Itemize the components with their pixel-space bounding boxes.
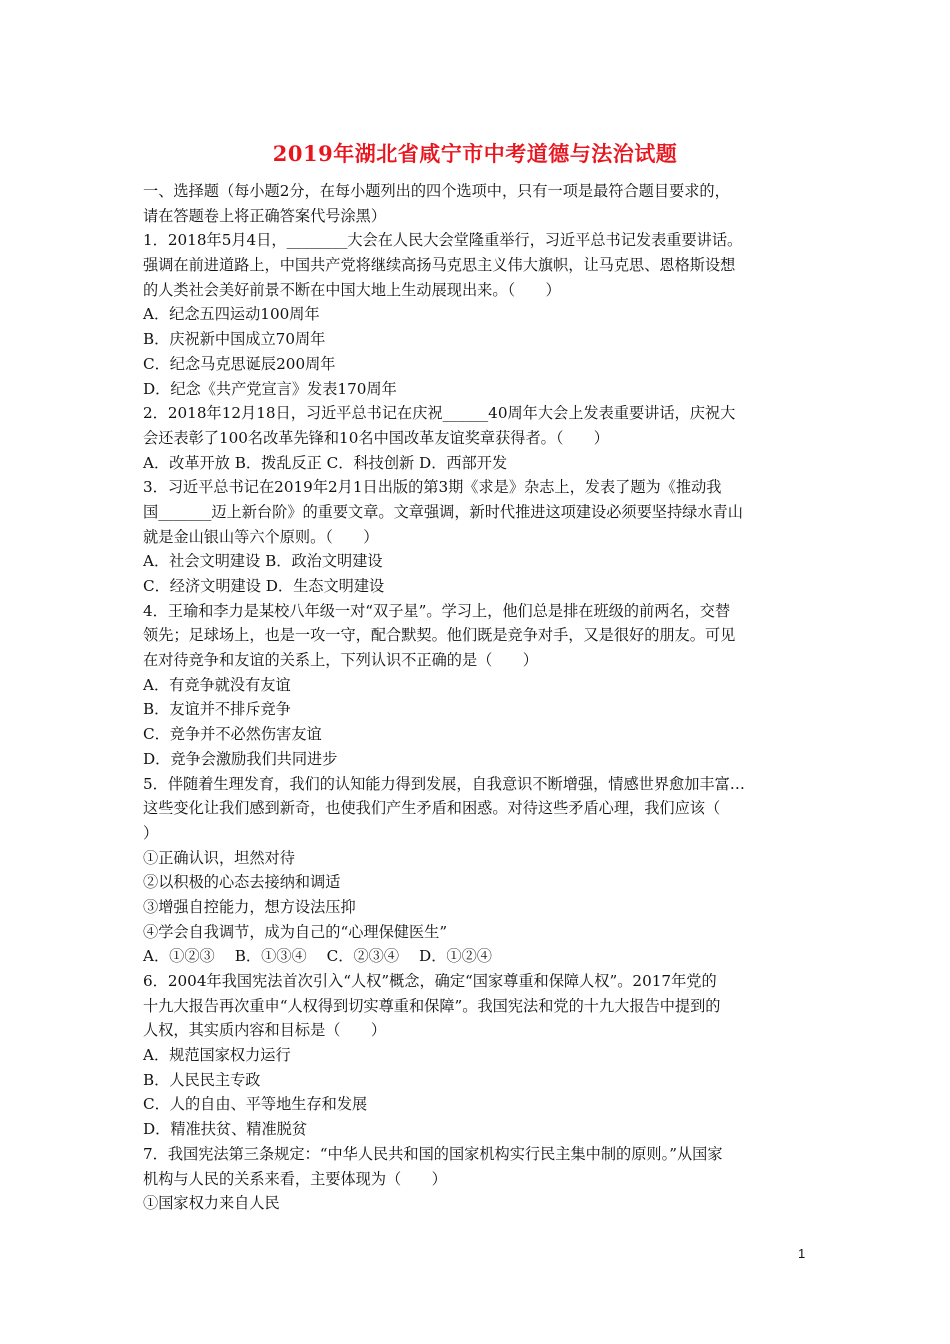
text-line: C．经济文明建设 D．生态文明建设: [143, 577, 385, 595]
text-line: 就是金山银山等六个原则。（ ）: [143, 527, 379, 546]
text-line: D．纪念《共产党宣言》发表170周年: [143, 379, 397, 398]
text-line: B．人民民主专政: [143, 1070, 261, 1089]
text-line: 3．习近平总书记在2019年2月1日出版的第3期《求是》杂志上，发表了题为《推动我: [143, 478, 722, 497]
text-line: 十九大报告再次重申“人权得到切实尊重和保障”。我国宪法和党的十九大报告中提到的: [143, 996, 721, 1015]
text-line: 一、选择题（每小题2分，在每小题列出的四个选项中，只有一项是最符合题目要求的，: [143, 182, 730, 200]
text-line: ①正确认识，坦然对待: [143, 848, 295, 867]
text-line: 领先；足球场上，也是一攻一守，配合默契。他们既是竞争对手，又是很好的朋友。可见: [143, 626, 736, 645]
text-line: 强调在前进道路上，中国共产党将继续高扬马克思主义伟大旗帜，让马克思、恩格斯设想: [143, 256, 736, 275]
text-line: A．有竞争就没有友谊: [143, 675, 291, 694]
text-line: B．庆祝新中国成立70周年: [143, 330, 326, 349]
document-body: [143, 179, 811, 1216]
text-line: ）: [143, 823, 159, 842]
text-line: C．竞争并不必然伤害友谊: [143, 725, 322, 744]
text-line: ①国家权力来自人民: [143, 1194, 280, 1213]
text-line: A．①②③ B．①③④ C．②③④ D．①②④: [143, 947, 492, 966]
text-line: ④学会自我调节，成为自己的“心理保健医生”: [143, 922, 448, 941]
text-line: ③增强自控能力，想方设法压抑: [143, 897, 356, 916]
text-line: 国_______迈上新台阶》的重要文章。文章强调，新时代推进这项建设必须要坚持绿水青山: [143, 502, 743, 521]
text-line: 2．2018年12月18日，习近平总书记在庆祝______40周年大会上发表重要讲话，庆祝大: [143, 404, 736, 423]
text-line: 机构与人民的关系来看，主要体现为（ ）: [143, 1169, 447, 1188]
page-number: 1: [798, 1246, 806, 1261]
text-line: A．规范国家权力运行: [143, 1046, 291, 1065]
text-line: 6．2004年我国宪法首次引入“人权”概念，确定“国家尊重和保障人权”。2017年党的: [143, 972, 717, 990]
text-line: D．竞争会激励我们共同进步: [143, 749, 338, 768]
text-line: 4．王瑜和李力是某校八年级一对“双子星”。学习上，他们总是排在班级的前两名，交替: [143, 601, 731, 620]
text-line: 7．我国宪法第三条规定：“中华人民共和国的国家机构实行民主集中制的原则。”从国家: [143, 1144, 723, 1163]
text-line: 人权，其实质内容和目标是（ ）: [143, 1021, 386, 1040]
text-line: A．纪念五四运动100周年: [143, 305, 320, 324]
text-line: 1．2018年5月4日，________大会在人民大会堂隆重举行，习近平总书记发表重要讲话。: [143, 231, 743, 250]
text-line: 这些变化让我们感到新奇，也使我们产生矛盾和困惑。对待这些矛盾心理，我们应该（: [143, 799, 721, 818]
text-line: C．人的自由、平等地生存和发展: [143, 1095, 368, 1114]
text-line: 的人类社会美好前景不断在中国大地上生动展现出来。（ ）: [143, 280, 561, 299]
text-line: D．精准扶贫、精准脱贫: [143, 1120, 308, 1139]
text-line: 在对待竞争和友谊的关系上，下列认识不正确的是（ ）: [143, 651, 538, 670]
text-line: A．社会文明建设 B．政治文明建设: [143, 552, 383, 571]
text-line: 会还表彰了100名改革先锋和10名中国改革友谊奖章获得者。（ ）: [143, 428, 609, 447]
text-line: 请在答题卷上将正确答案代号涂黑）: [143, 206, 386, 225]
text-line: ②以积极的心态去接纳和调适: [143, 873, 341, 892]
page-title: 2019年湖北省咸宁市中考道德与法治试题: [272, 141, 678, 166]
text-line: B．友谊并不排斥竞争: [143, 700, 291, 719]
text-line: C．纪念马克思诞辰200周年: [143, 354, 336, 373]
text-line: 5．伴随着生理发育，我们的认知能力得到发展，自我意识不断增强，情感世界愈加丰富…: [143, 774, 745, 793]
text-line: A．改革开放 B．拨乱反正 C．科技创新 D．西部开发: [143, 453, 508, 472]
